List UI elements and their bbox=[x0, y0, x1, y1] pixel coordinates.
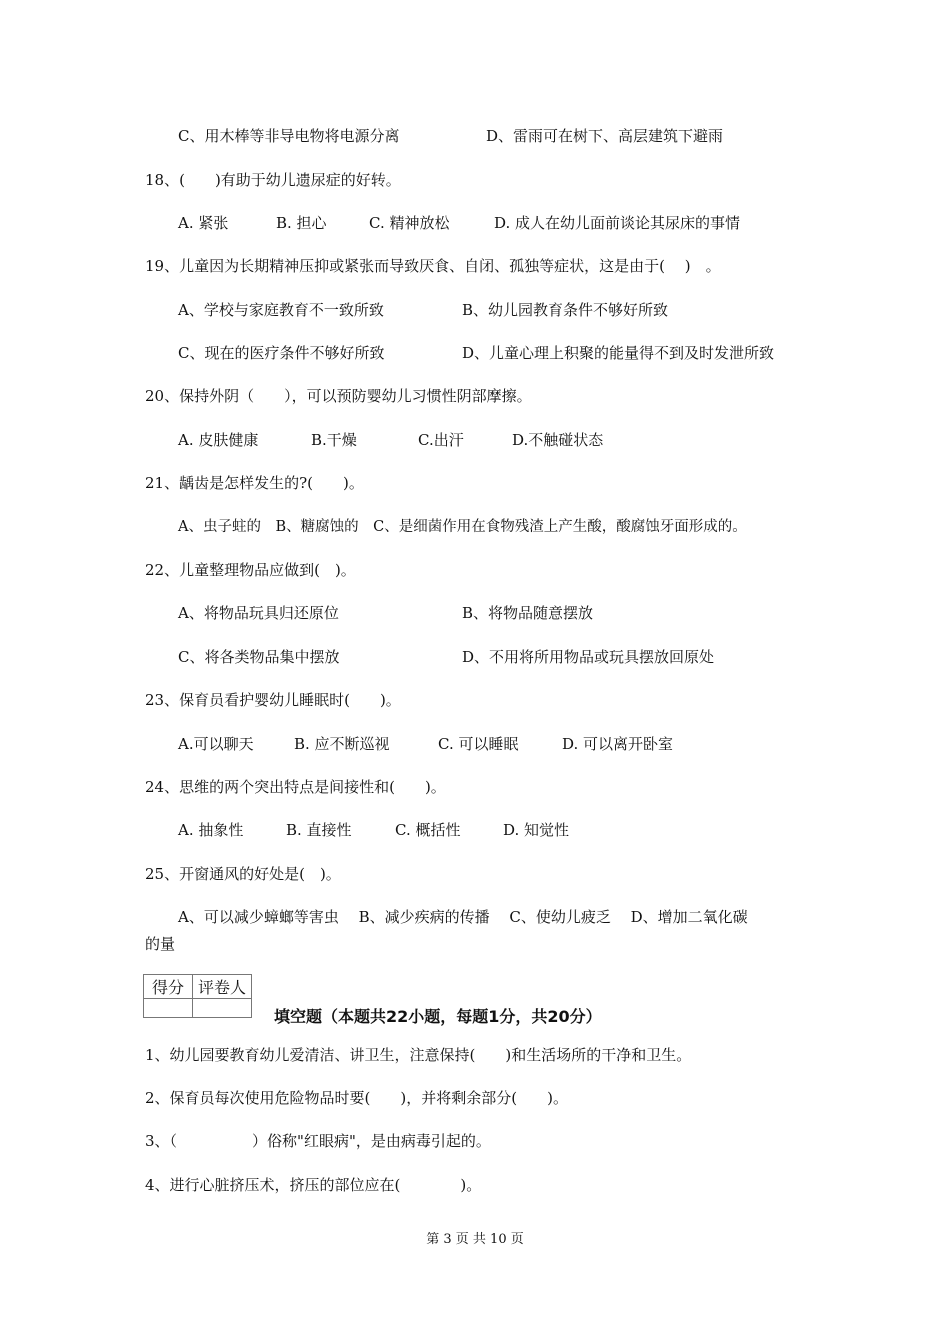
q22-option-d: D、不用将所用物品或玩具摆放回原处 bbox=[462, 648, 715, 666]
q18-option-c: C. 精神放松 bbox=[369, 214, 450, 232]
q23-option-c: C. 可以睡眠 bbox=[438, 735, 519, 753]
fill-question-4: 4、进行心脏挤压术，挤压的部位应在( )。 bbox=[145, 1176, 482, 1194]
q25-stem: 25、开窗通风的好处是( )。 bbox=[145, 865, 341, 883]
q19-option-a: A、学校与家庭教育不一致所致 bbox=[178, 301, 384, 319]
q20-option-d: D.不触碰状态 bbox=[512, 431, 604, 449]
section-title: 填空题（本题共22小题，每题1分，共20分） bbox=[274, 1007, 602, 1026]
q19-stem: 19、儿童因为长期精神压抑或紧张而导致厌食、自闭、孤独等症状，这是由于( ) 。 bbox=[145, 257, 721, 275]
q17-option-d: D、雷雨可在树下、高层建筑下避雨 bbox=[486, 127, 724, 145]
q21-options: A、虫子蛀的 B、糖腐蚀的 C、是细菌作用在食物残渣上产生酸，酸腐蚀牙面形成的。 bbox=[178, 519, 747, 535]
q23-stem: 23、保育员看护婴幼儿睡眠时( )。 bbox=[145, 691, 401, 709]
q25-options: A、可以减少蟑螂等害虫 B、减少疾病的传播 C、使幼儿疲乏 D、增加二氧化碳 bbox=[178, 908, 748, 926]
q19-option-d: D、儿童心理上积聚的能量得不到及时发泄所致 bbox=[462, 344, 775, 362]
q21-stem: 21、龋齿是怎样发生的?( )。 bbox=[145, 474, 364, 492]
q18-option-d: D. 成人在幼儿面前谈论其尿床的事情 bbox=[494, 214, 741, 232]
q19-option-b: B、幼儿园教育条件不够好所致 bbox=[462, 301, 669, 319]
q17-option-c: C、用木棒等非导电物将电源分离 bbox=[178, 127, 400, 145]
q22-stem: 22、儿童整理物品应做到( )。 bbox=[145, 561, 356, 579]
score-table bbox=[143, 974, 252, 1018]
q19-option-c: C、现在的医疗条件不够好所致 bbox=[178, 344, 385, 362]
q24-stem: 24、思维的两个突出特点是间接性和( )。 bbox=[145, 778, 446, 796]
q18-option-b: B. 担心 bbox=[276, 214, 327, 232]
q24-option-a: A. 抽象性 bbox=[178, 821, 244, 839]
q24-option-d: D. 知觉性 bbox=[503, 821, 570, 839]
q24-option-c: C. 概括性 bbox=[395, 821, 461, 839]
q22-option-c: C、将各类物品集中摆放 bbox=[178, 648, 340, 666]
q20-option-c: C.出汗 bbox=[418, 431, 464, 449]
q20-option-b: B.干燥 bbox=[311, 431, 357, 449]
score-cell bbox=[144, 999, 193, 1018]
q23-option-a: A.可以聊天 bbox=[178, 735, 254, 753]
q23-option-b: B. 应不断巡视 bbox=[294, 735, 390, 753]
q25-options-continued: 的量 bbox=[145, 935, 176, 953]
q22-option-b: B、将物品随意摆放 bbox=[462, 604, 594, 622]
fill-question-1: 1、幼儿园要教育幼儿爱清洁、讲卫生，注意保持( )和生活场所的干净和卫生。 bbox=[145, 1046, 692, 1064]
fill-question-2: 2、保育员每次使用危险物品时要( )，并将剩余部分( )。 bbox=[145, 1089, 568, 1107]
grader-cell bbox=[193, 999, 252, 1018]
q18-stem: 18、( )有助于幼儿遗尿症的好转。 bbox=[145, 171, 401, 189]
page-footer: 第 3 页 共 10 页 bbox=[426, 1232, 524, 1247]
q18-option-a: A. 紧张 bbox=[178, 214, 229, 232]
fill-question-3: 3、（ ）俗称"红眼病"，是由病毒引起的。 bbox=[145, 1132, 491, 1150]
score-label: 得分 bbox=[144, 975, 193, 999]
q22-option-a: A、将物品玩具归还原位 bbox=[178, 604, 339, 622]
q20-option-a: A. 皮肤健康 bbox=[178, 431, 259, 449]
grader-label: 评卷人 bbox=[193, 975, 252, 999]
q24-option-b: B. 直接性 bbox=[286, 821, 352, 839]
q23-option-d: D. 可以离开卧室 bbox=[562, 735, 674, 753]
q20-stem: 20、保持外阴（ ），可以预防婴幼儿习惯性阴部摩擦。 bbox=[145, 387, 532, 405]
